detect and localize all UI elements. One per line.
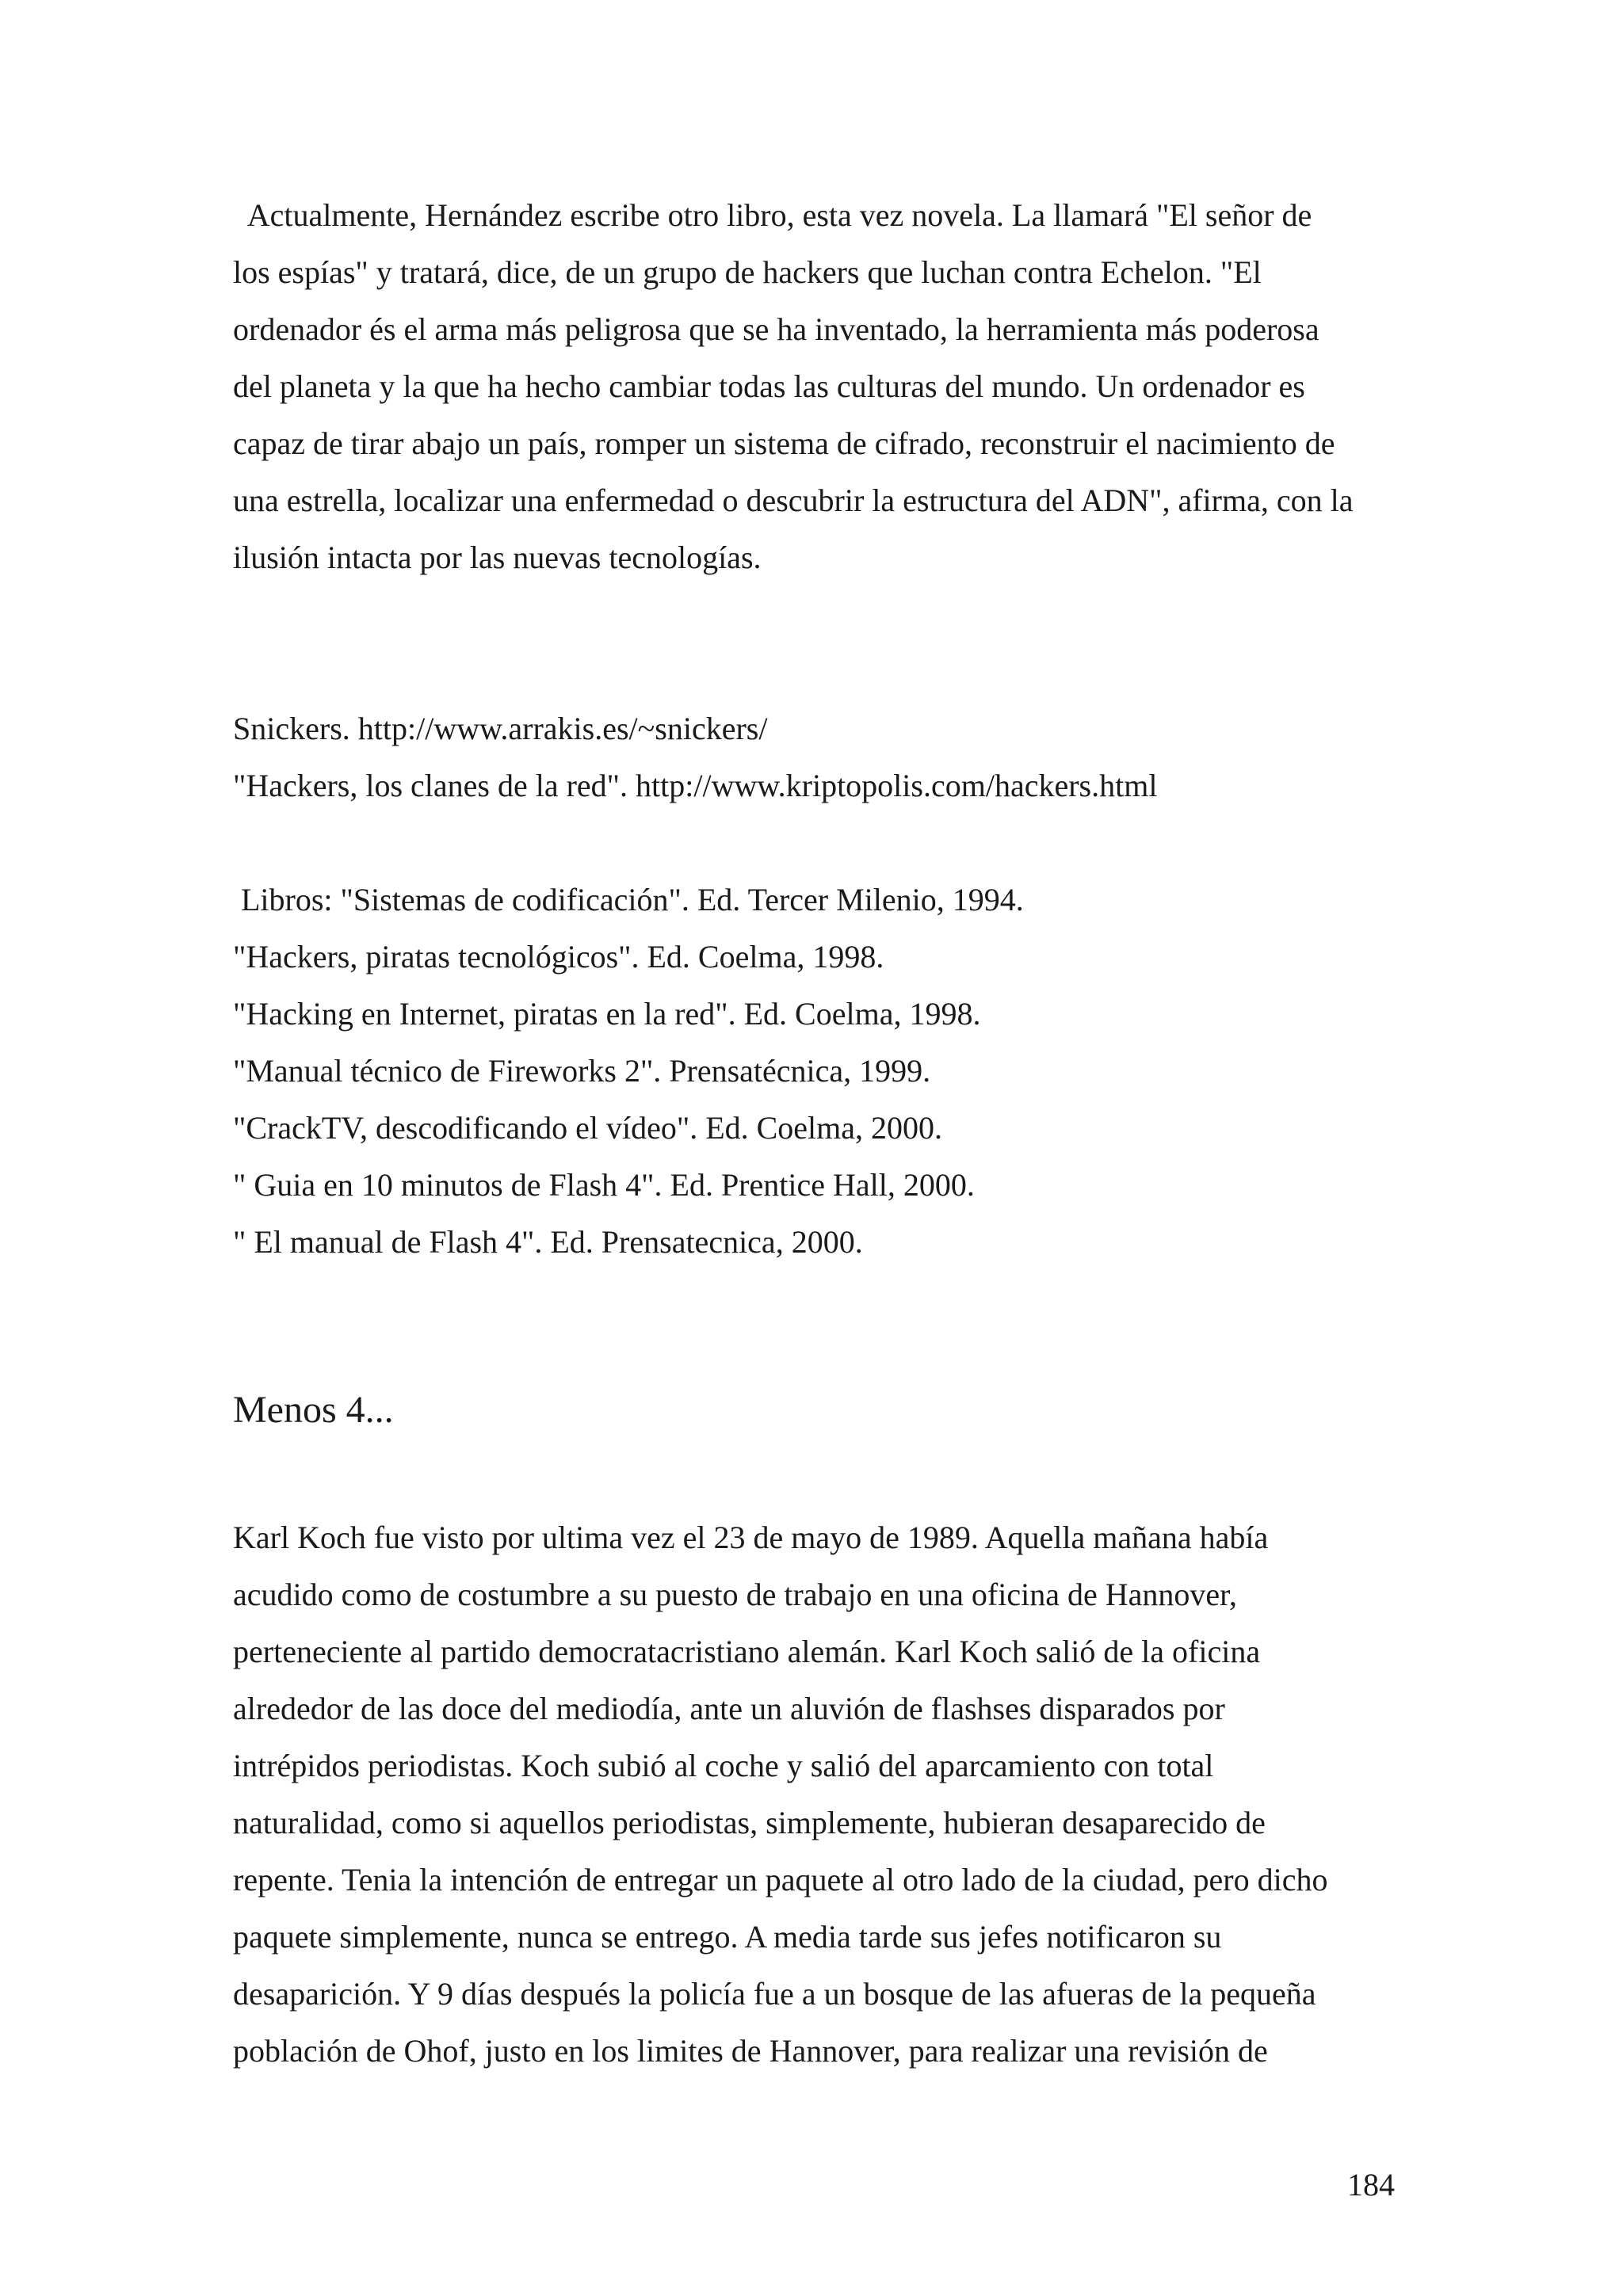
paragraph-line: población de Ohof, justo en los limites de Hannover, para realizar una revisión de xyxy=(233,2033,1268,2069)
paragraph-line: Actualmente, Hernández escribe otro libro, esta vez novela. La llamará "El señor de xyxy=(233,197,1312,233)
paragraph-line: paquete simplemente, nunca se entrego. A media tarde sus jefes notificaron su xyxy=(233,1919,1222,1955)
book-item: " Guia en 10 minutos de Flash 4". Ed. Prentice Hall, 2000. xyxy=(233,1167,975,1203)
paragraph-line: repente. Tenia la intención de entregar un paquete al otro lado de la ciudad, pero dicho xyxy=(233,1862,1328,1897)
paragraph-line: del planeta y la que ha hecho cambiar todas las culturas del mundo. Un ordenador es xyxy=(233,368,1305,404)
paragraph-karl-koch xyxy=(233,1509,1422,2080)
paragraph-line: ilusión intacta por las nuevas tecnologías. xyxy=(233,540,762,575)
book-item: "Manual técnico de Fireworks 2". Prensatécnica, 1999. xyxy=(233,1053,931,1089)
books-list xyxy=(233,871,1422,1271)
paragraph-line: los espías" y tratará, dice, de un grupo de hackers que luchan contra Echelon. "El xyxy=(233,254,1262,290)
paragraph-line: Karl Koch fue visto por ultima vez el 23 de mayo de 1989. Aquella mañana había xyxy=(233,1520,1269,1555)
paragraph-line: naturalidad, como si aquellos periodistas, simplemente, hubieran desaparecido de xyxy=(233,1805,1266,1840)
paragraph-line: alrededor de las doce del mediodía, ante un aluvión de flashses disparados por xyxy=(233,1691,1225,1726)
link-item: "Hackers, los clanes de la red". http://www.kriptopolis.com/hackers.html xyxy=(233,768,1158,803)
page-number: 184 xyxy=(1347,2167,1395,2203)
paragraph-line: intrépidos periodistas. Koch subió al coche y salió del aparcamiento con total xyxy=(233,1748,1214,1783)
section-heading: Menos 4... xyxy=(233,1389,394,1431)
book-item: "Hackers, piratas tecnológicos". Ed. Coelma, 1998. xyxy=(233,939,884,974)
book-item: "Hacking en Internet, piratas en la red". Ed. Coelma, 1998. xyxy=(233,996,981,1032)
paragraph-line: una estrella, localizar una enfermedad o descubrir la estructura del ADN", afirma, con la xyxy=(233,482,1354,518)
paragraph-line: desaparición. Y 9 días después la policía fue a un bosque de las afueras de la pequeña xyxy=(233,1976,1316,2012)
paragraph-line: acudido como de costumbre a su puesto de trabajo en una oficina de Hannover, xyxy=(233,1577,1237,1612)
link-item: Snickers. http://www.arrakis.es/~snickers/ xyxy=(233,711,768,746)
links-list xyxy=(233,700,1422,814)
paragraph-line: perteneciente al partido democratacristiano alemán. Karl Koch salió de la oficina xyxy=(233,1634,1261,1669)
book-item: "CrackTV, descodificando el vídeo". Ed. Coelma, 2000. xyxy=(233,1110,943,1146)
paragraph-line: ordenador és el arma más peligrosa que se ha inventado, la herramienta más poderosa xyxy=(233,311,1319,347)
book-item: " El manual de Flash 4". Ed. Prensatecnica, 2000. xyxy=(233,1224,863,1260)
paragraph-hernandez xyxy=(233,187,1422,586)
book-item: Libros: "Sistemas de codificación". Ed. Tercer Milenio, 1994. xyxy=(233,882,1024,917)
paragraph-line: capaz de tirar abajo un país, romper un sistema de cifrado, reconstruir el nacimiento de xyxy=(233,425,1335,461)
